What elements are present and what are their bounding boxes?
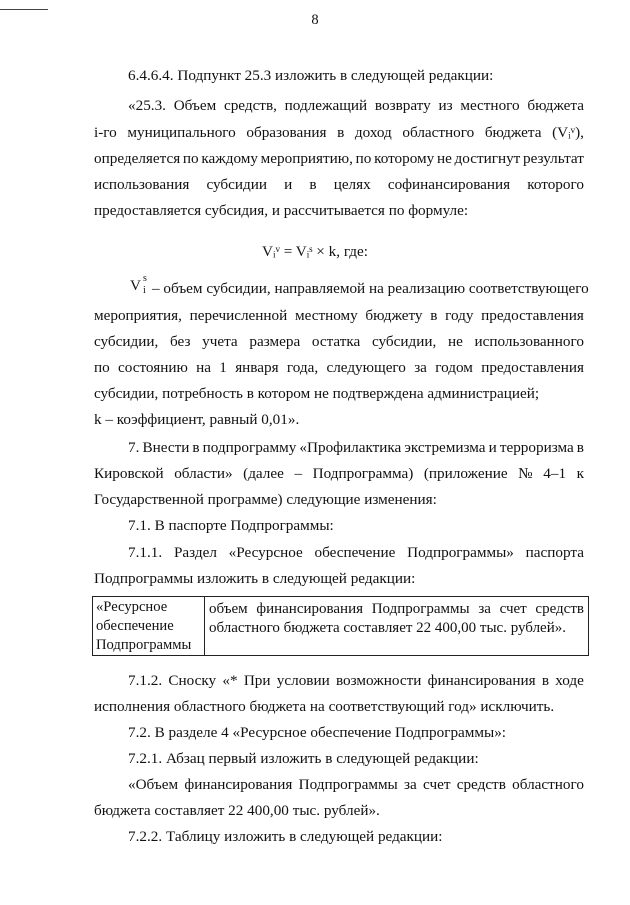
line-03 (94, 123, 584, 143)
word: (Vᵢᵛ), (552, 124, 584, 141)
line-15: Государственной программе) следующие изменения: (94, 491, 437, 508)
word: Объем (173, 97, 217, 114)
word: Сноску (168, 672, 217, 689)
word: остатка (311, 333, 361, 350)
word: Раздел (173, 544, 217, 561)
word: – (294, 465, 303, 482)
word: № (518, 465, 533, 482)
word: образования (246, 124, 327, 141)
line-10 (94, 358, 584, 378)
word: достигнут (454, 150, 521, 167)
word: января (235, 359, 279, 376)
word: «* (222, 672, 238, 689)
word: бюджета (484, 124, 542, 141)
word: При (243, 672, 271, 689)
word: Подпрограммы (371, 601, 470, 617)
word: финансирования (256, 601, 363, 617)
word: Кировской (94, 465, 164, 482)
word: Подпрограммы» (407, 544, 514, 561)
line-06: предоставляется субсидия, и рассчитывается по формуле: (94, 202, 469, 219)
word: Подпрограммы (298, 776, 398, 793)
resource-table (92, 596, 589, 656)
word: из (438, 97, 453, 114)
line-18: Подпрограммы изложить в следующей редакции: (94, 570, 416, 587)
word: (далее (243, 465, 284, 482)
word: обеспечение (314, 544, 396, 561)
word: 1 (219, 359, 227, 376)
word: в (337, 124, 345, 141)
line-04 (94, 149, 584, 169)
word: Подпрограмма) (312, 465, 414, 482)
line-16: 7.1. В паспорте Подпрограммы: (128, 517, 334, 534)
word: «Профилактика (299, 439, 402, 456)
line-07: – объем субсидии, направляемой на реализацию соответствующего (152, 280, 589, 297)
line-24: бюджета составляет 22 400,00 тыс. рублей». (94, 802, 380, 819)
line-23 (128, 775, 584, 795)
word: не (447, 333, 463, 350)
word: подпрограмму (202, 439, 297, 456)
line-02 (128, 96, 584, 116)
word: в (576, 439, 584, 456)
word: муниципального (127, 124, 236, 141)
word: каждому (201, 150, 258, 167)
word: использования (94, 176, 190, 193)
word: счет (499, 601, 527, 617)
word: 7. (128, 439, 140, 456)
line-12: k – коэффициент, равный 0,01». (94, 411, 300, 428)
word: годом (435, 359, 473, 376)
line-01: 6.4.6.4. Подпункт 25.3 изложить в следующей редакции: (128, 67, 494, 84)
word: и (284, 176, 293, 193)
word: финансирования (184, 776, 293, 793)
word: экстремизма (404, 439, 486, 456)
word: перечисленной (189, 307, 288, 324)
word: подлежащий (284, 97, 368, 114)
word: средств, (223, 97, 277, 114)
word: за (478, 601, 491, 617)
word: 7.1.2. (128, 672, 163, 689)
word: году (445, 307, 474, 324)
word: счет (423, 776, 451, 793)
word: области» (174, 465, 233, 482)
word: местного (460, 97, 520, 114)
word: к (576, 465, 584, 482)
line-19 (128, 671, 584, 691)
word: использованного (474, 333, 584, 350)
word: которому (374, 150, 435, 167)
line-05 (94, 175, 584, 195)
line-22: 7.2.1. Абзац первый изложить в следующей редакции: (128, 750, 479, 767)
line-25: 7.2.2. Таблицу изложить в следующей редакции: (128, 828, 443, 845)
line-21: 7.2. В разделе 4 «Ресурсное обеспечение Подпрограммы»: (128, 724, 507, 741)
word: за (404, 776, 417, 793)
table-value-cell: объем финансирования Подпрограммы за счет средств областного бюджета составляет 22 400,00 тыс. рублей». (209, 601, 584, 636)
word: в (192, 439, 200, 456)
page-number: 8 (311, 12, 319, 28)
symbol-vis: V s i (130, 273, 147, 296)
word: предоставления (481, 359, 584, 376)
word: терроризма (499, 439, 574, 456)
word: возврату (374, 97, 431, 114)
word: Внести (142, 439, 190, 456)
word: областного (512, 776, 584, 793)
word: бюджета (527, 97, 584, 114)
word: паспорта (525, 544, 584, 561)
word: следующего (326, 359, 406, 376)
word: «Объем (128, 776, 179, 793)
word: ходе (555, 672, 584, 689)
word: доход (354, 124, 392, 141)
word: 4–1 (543, 465, 567, 482)
word: которого (527, 176, 584, 193)
word: в (541, 672, 550, 689)
word: определяется (94, 150, 181, 167)
word: результат (523, 150, 584, 167)
word: субсидии (206, 176, 267, 193)
word: по (94, 359, 110, 376)
line-20: исполнения областного бюджета на соответствующий год» исключить. (94, 698, 555, 715)
word: предоставления (481, 307, 584, 324)
formula: Vᵢᵛ = Vᵢˢ × k, где: (262, 243, 368, 260)
line-14 (94, 464, 584, 484)
word: «25.3. (128, 97, 166, 114)
word: на (196, 359, 211, 376)
word: возможности (335, 672, 422, 689)
word: бюджету (365, 307, 423, 324)
line-13 (128, 438, 584, 458)
word: субсидии, (371, 333, 437, 350)
line-09 (94, 332, 584, 352)
word: (приложение (423, 465, 508, 482)
word: условии (276, 672, 330, 689)
line-17 (128, 543, 584, 563)
word: финансирования (427, 672, 536, 689)
word: мероприятию, (260, 150, 353, 167)
word: без (170, 333, 191, 350)
word: в (430, 307, 438, 324)
word: средств (456, 776, 506, 793)
word: по (182, 150, 199, 167)
word: 7.1.1. (128, 544, 163, 561)
word: в (309, 176, 317, 193)
word: не (436, 150, 452, 167)
word: за (414, 359, 427, 376)
word: года, (286, 359, 319, 376)
word: по (355, 150, 372, 167)
word: субсидии, (94, 333, 159, 350)
word: учета (202, 333, 238, 350)
word: мероприятия, (94, 307, 182, 324)
word: состоянию (118, 359, 188, 376)
word: средств (535, 601, 584, 617)
word: и (488, 439, 497, 456)
word: областного (402, 124, 475, 141)
word: «Ресурсное (228, 544, 303, 561)
table-label-cell: «Ресурсное обеспечение Подпрограммы (93, 597, 205, 655)
word: местному (294, 307, 358, 324)
line-08 (94, 306, 584, 326)
line-11: субсидии, потребность в котором не подтверждена администрацией; (94, 385, 540, 402)
word: i-го (94, 124, 117, 141)
word: софинансирования (387, 176, 511, 193)
word: целях (333, 176, 371, 193)
word: объем (209, 601, 248, 617)
corner-rule (0, 9, 48, 10)
word: размера (249, 333, 301, 350)
